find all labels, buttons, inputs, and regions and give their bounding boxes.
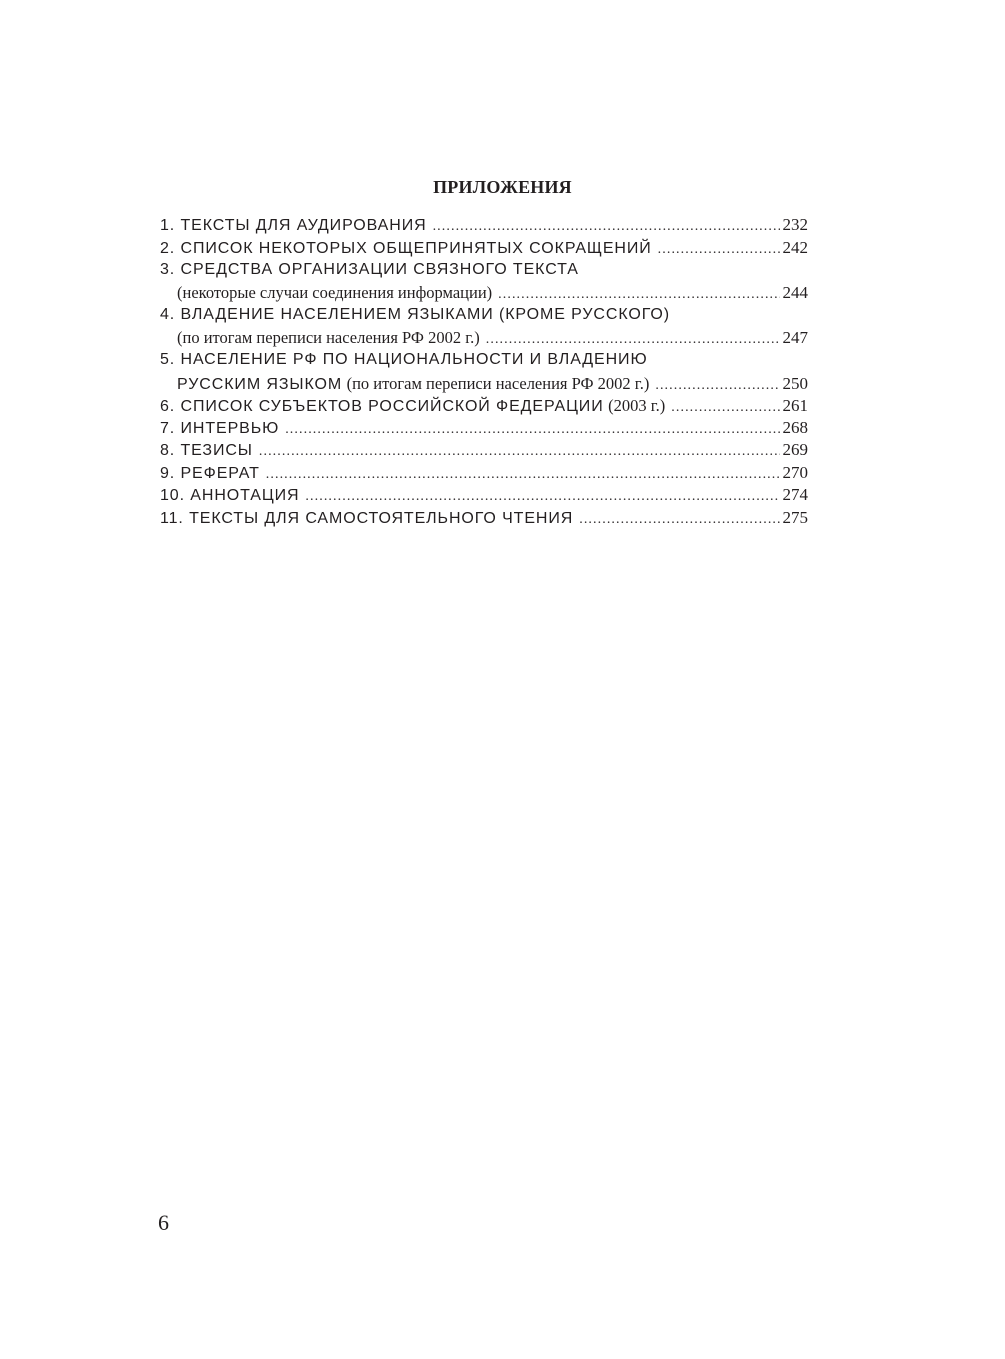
toc-entry-11[interactable]: [160, 507, 808, 530]
page-number: 6: [158, 1210, 169, 1235]
toc-entry-page: 270: [782, 462, 808, 482]
toc-entry-title: 11. ТЕКСТЫ ДЛЯ САМОСТОЯТЕЛЬНОГО ЧТЕНИЯ: [160, 509, 574, 527]
table-of-contents: [160, 214, 808, 529]
toc-entry-title: 4. ВЛАДЕНИЕ НАСЕЛЕНИЕМ ЯЗЫКАМИ (КРОМЕ РУССКОГО): [160, 306, 670, 323]
dot-leader: [658, 239, 780, 262]
dot-leader: [433, 216, 780, 239]
toc-entry-title: 5. НАСЕЛЕНИЕ РФ ПО НАЦИОНАЛЬНОСТИ И ВЛАДЕНИЮ: [160, 351, 648, 368]
toc-entry-page: 250: [782, 373, 808, 393]
toc-entry-title: 7. ИНТЕРВЬЮ: [160, 419, 280, 437]
dot-leader: [305, 486, 779, 509]
toc-entry-2[interactable]: [160, 237, 808, 260]
toc-entry-subtitle: (некоторые случаи соединения информации): [177, 282, 493, 302]
toc-entry-3-continuation[interactable]: [160, 282, 808, 305]
toc-entry-page: 244: [782, 282, 808, 302]
toc-entry-page: 269: [782, 440, 808, 459]
toc-entry-title: 3. СРЕДСТВА ОРГАНИЗАЦИИ СВЯЗНОГО ТЕКСТА: [160, 261, 579, 278]
toc-entry-5[interactable]: [160, 349, 808, 372]
toc-entry-5-continuation[interactable]: [160, 372, 808, 395]
toc-entry-9[interactable]: [160, 462, 808, 485]
toc-entry-page: 232: [782, 215, 808, 234]
toc-entry-subtitle: (по итогам переписи населения РФ 2002 г.): [177, 327, 480, 347]
page-title: ПРИЛОЖЕНИЯ: [433, 177, 572, 197]
dot-leader: [579, 509, 779, 532]
toc-entry-10[interactable]: [160, 484, 808, 507]
toc-entry-title: 1. ТЕКСТЫ ДЛЯ АУДИРОВАНИЯ: [160, 217, 427, 234]
toc-entry-page: 247: [782, 327, 808, 347]
toc-entry-subtitle: (по итогам переписи населения РФ 2002 г.): [346, 373, 650, 393]
toc-entry-page: 242: [782, 237, 808, 257]
toc-entry-4-continuation[interactable]: [160, 327, 808, 350]
toc-entry-page: 261: [782, 396, 808, 415]
toc-entry-8[interactable]: [160, 439, 808, 462]
toc-entry-page: 275: [782, 507, 808, 527]
toc-entry-title: 8. ТЕЗИСЫ: [160, 442, 253, 459]
dot-leader: [671, 397, 779, 420]
toc-entry-4[interactable]: [160, 304, 808, 327]
toc-entry-title: 2. СПИСОК НЕКОТОРЫХ ОБЩЕПРИНЯТЫХ СОКРАЩЕНИЙ: [160, 239, 652, 257]
toc-entry-title: 9. РЕФЕРАТ: [160, 464, 260, 482]
toc-entry-1[interactable]: [160, 214, 808, 237]
toc-entry-page: 268: [782, 417, 808, 437]
dot-leader: [655, 375, 779, 398]
toc-entry-6[interactable]: [160, 394, 808, 417]
toc-entry-7[interactable]: [160, 417, 808, 440]
dot-leader: [266, 464, 780, 487]
toc-entry-title: 10. АННОТАЦИЯ: [160, 487, 300, 504]
dot-leader: [486, 329, 780, 352]
dot-leader: [285, 419, 779, 442]
toc-entry-title-continuation: РУССКИМ ЯЗЫКОМ: [177, 375, 343, 393]
toc-entry-suffix: (2003 г.): [608, 396, 666, 415]
toc-entry-page: 274: [782, 485, 808, 504]
dot-leader: [498, 284, 779, 307]
toc-entry-3[interactable]: [160, 259, 808, 282]
toc-entry-title: 6. СПИСОК СУБЪЕКТОВ РОССИЙСКОЙ ФЕДЕРАЦИИ: [160, 398, 604, 415]
dot-leader: [259, 441, 780, 464]
